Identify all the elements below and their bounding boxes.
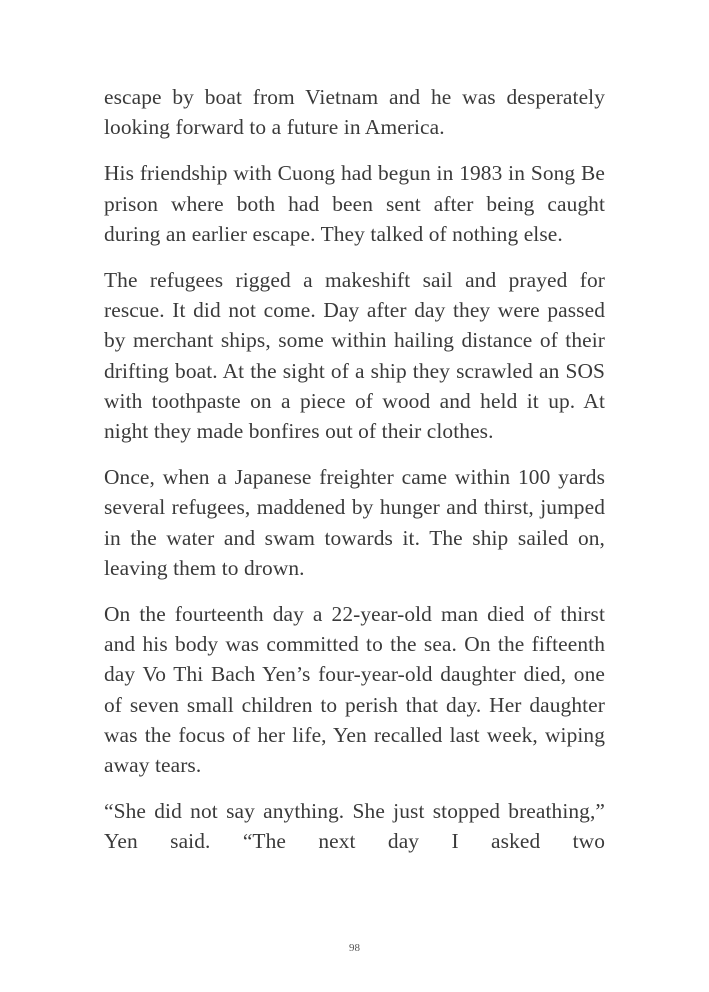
paragraph-4: Once, when a Japanese freighter came within 100 yards several refugees, maddened by hunger and thirst, jumped in the water and swam towards it. The ship sailed on, leaving them to drown. — [104, 465, 605, 580]
paragraph-6: “She did not say anything. She just stopped breathing,” Yen said. “The next day I asked two — [104, 799, 605, 854]
page-number: 98 — [349, 942, 360, 954]
paragraph-3: The refugees rigged a makeshift sail and prayed for rescue. It did not come. Day after day they were passed by merchant ships, some within hailing distance of their drifting boat. At the sight of a ship they scrawled an SOS with toothpaste on a piece of wood and held it up. At night they made bonfires out of their clothes. — [104, 268, 605, 444]
paragraph-1: escape by boat from Vietnam and he was desperately looking forward to a future in America. — [104, 85, 605, 140]
paragraph-5: On the fourteenth day a 22-year-old man died of thirst and his body was committed to the sea. On the fifteenth day Vo Thi Bach Yen’s four-year-old daughter died, one of seven small children to perish that day. Her daughter was the focus of her life, Yen recalled last week, wiping away tears. — [104, 602, 605, 778]
paragraph-2: His friendship with Cuong had begun in 1983 in Song Be prison where both had been sent after being caught during an earlier escape. They talked of nothing else. — [104, 161, 605, 246]
page-body — [104, 82, 605, 873]
